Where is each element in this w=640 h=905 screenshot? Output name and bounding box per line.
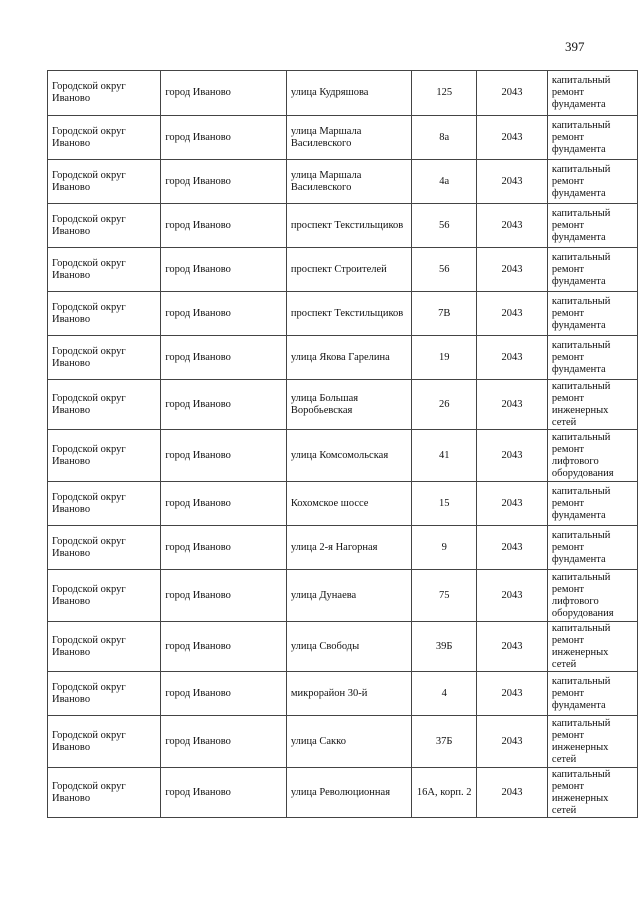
settlement-cell: город Иваново bbox=[161, 768, 286, 818]
municipality-cell: Городской округ Иваново bbox=[48, 768, 161, 818]
settlement-cell: город Иваново bbox=[161, 716, 286, 768]
settlement-cell: город Иваново bbox=[161, 570, 286, 622]
municipality-cell: Городской округ Иваново bbox=[48, 430, 161, 482]
street-cell: улица 2-я Нагорная bbox=[286, 526, 411, 570]
year-cell: 2043 bbox=[477, 160, 548, 204]
year-cell: 2043 bbox=[477, 336, 548, 380]
settlement-cell: город Иваново bbox=[161, 430, 286, 482]
settlement-cell: город Иваново bbox=[161, 248, 286, 292]
house-number-cell: 4а bbox=[412, 160, 477, 204]
settlement-cell: город Иваново bbox=[161, 116, 286, 160]
table-row bbox=[48, 71, 638, 116]
table-row bbox=[48, 430, 638, 482]
table-row bbox=[48, 292, 638, 336]
work-type-cell: капитальный ремонт фундамента bbox=[547, 292, 637, 336]
table-row bbox=[48, 248, 638, 292]
table-row bbox=[48, 768, 638, 818]
municipality-cell: Городской округ Иваново bbox=[48, 716, 161, 768]
house-number-cell: 75 bbox=[412, 570, 477, 622]
table-row bbox=[48, 526, 638, 570]
settlement-cell: город Иваново bbox=[161, 160, 286, 204]
settlement-cell: город Иваново bbox=[161, 336, 286, 380]
settlement-cell: город Иваново bbox=[161, 380, 286, 430]
street-cell: Кохомское шоссе bbox=[286, 482, 411, 526]
street-cell: улица Сакко bbox=[286, 716, 411, 768]
year-cell: 2043 bbox=[477, 380, 548, 430]
house-number-cell: 9 bbox=[412, 526, 477, 570]
work-type-cell: капитальный ремонт инженерных сетей bbox=[547, 768, 637, 818]
settlement-cell: город Иваново bbox=[161, 292, 286, 336]
municipality-cell: Городской округ Иваново bbox=[48, 570, 161, 622]
year-cell: 2043 bbox=[477, 204, 548, 248]
table-row bbox=[48, 716, 638, 768]
work-type-cell: капитальный ремонт фундамента bbox=[547, 204, 637, 248]
settlement-cell: город Иваново bbox=[161, 71, 286, 116]
work-type-cell: капитальный ремонт инженерных сетей bbox=[547, 380, 637, 430]
table-row bbox=[48, 204, 638, 248]
street-cell: улица Маршала Василевского bbox=[286, 160, 411, 204]
table-row bbox=[48, 380, 638, 430]
year-cell: 2043 bbox=[477, 248, 548, 292]
house-number-cell: 41 bbox=[412, 430, 477, 482]
house-number-cell: 16А, корп. 2 bbox=[412, 768, 477, 818]
table-row bbox=[48, 116, 638, 160]
municipality-cell: Городской округ Иваново bbox=[48, 160, 161, 204]
municipality-cell: Городской округ Иваново bbox=[48, 526, 161, 570]
year-cell: 2043 bbox=[477, 672, 548, 716]
house-number-cell: 125 bbox=[412, 71, 477, 116]
street-cell: улица Дунаева bbox=[286, 570, 411, 622]
year-cell: 2043 bbox=[477, 482, 548, 526]
repair-schedule-table bbox=[47, 70, 638, 818]
house-number-cell: 4 bbox=[412, 672, 477, 716]
house-number-cell: 39Б bbox=[412, 622, 477, 672]
municipality-cell: Городской округ Иваново bbox=[48, 380, 161, 430]
table-row bbox=[48, 570, 638, 622]
work-type-cell: капитальный ремонт инженерных сетей bbox=[547, 622, 637, 672]
year-cell: 2043 bbox=[477, 292, 548, 336]
municipality-cell: Городской округ Иваново bbox=[48, 71, 161, 116]
municipality-cell: Городской округ Иваново bbox=[48, 672, 161, 716]
work-type-cell: капитальный ремонт лифтового оборудования bbox=[547, 570, 637, 622]
street-cell: улица Кудряшова bbox=[286, 71, 411, 116]
year-cell: 2043 bbox=[477, 526, 548, 570]
table-body bbox=[48, 71, 638, 818]
work-type-cell: капитальный ремонт лифтового оборудования bbox=[547, 430, 637, 482]
work-type-cell: капитальный ремонт фундамента bbox=[547, 116, 637, 160]
settlement-cell: город Иваново bbox=[161, 204, 286, 248]
municipality-cell: Городской округ Иваново bbox=[48, 482, 161, 526]
house-number-cell: 56 bbox=[412, 204, 477, 248]
year-cell: 2043 bbox=[477, 716, 548, 768]
work-type-cell: капитальный ремонт фундамента bbox=[547, 482, 637, 526]
work-type-cell: капитальный ремонт фундамента bbox=[547, 672, 637, 716]
house-number-cell: 19 bbox=[412, 336, 477, 380]
municipality-cell: Городской округ Иваново bbox=[48, 116, 161, 160]
year-cell: 2043 bbox=[477, 622, 548, 672]
table-row bbox=[48, 336, 638, 380]
municipality-cell: Городской округ Иваново bbox=[48, 292, 161, 336]
table-row bbox=[48, 622, 638, 672]
municipality-cell: Городской округ Иваново bbox=[48, 248, 161, 292]
year-cell: 2043 bbox=[477, 570, 548, 622]
street-cell: улица Свободы bbox=[286, 622, 411, 672]
street-cell: улица Маршала Василевского bbox=[286, 116, 411, 160]
house-number-cell: 15 bbox=[412, 482, 477, 526]
street-cell: проспект Текстильщиков bbox=[286, 204, 411, 248]
street-cell: улица Большая Воробьевская bbox=[286, 380, 411, 430]
house-number-cell: 7В bbox=[412, 292, 477, 336]
work-type-cell: капитальный ремонт фундамента bbox=[547, 336, 637, 380]
work-type-cell: капитальный ремонт фундамента bbox=[547, 71, 637, 116]
settlement-cell: город Иваново bbox=[161, 622, 286, 672]
street-cell: улица Комсомольская bbox=[286, 430, 411, 482]
street-cell: улица Революционная bbox=[286, 768, 411, 818]
municipality-cell: Городской округ Иваново bbox=[48, 204, 161, 248]
house-number-cell: 37Б bbox=[412, 716, 477, 768]
work-type-cell: капитальный ремонт фундамента bbox=[547, 526, 637, 570]
page-number: 397 bbox=[565, 39, 585, 54]
table-row bbox=[48, 672, 638, 716]
house-number-cell: 56 bbox=[412, 248, 477, 292]
year-cell: 2043 bbox=[477, 768, 548, 818]
municipality-cell: Городской округ Иваново bbox=[48, 622, 161, 672]
house-number-cell: 26 bbox=[412, 380, 477, 430]
settlement-cell: город Иваново bbox=[161, 526, 286, 570]
work-type-cell: капитальный ремонт фундамента bbox=[547, 160, 637, 204]
house-number-cell: 8а bbox=[412, 116, 477, 160]
settlement-cell: город Иваново bbox=[161, 482, 286, 526]
year-cell: 2043 bbox=[477, 116, 548, 160]
street-cell: проспект Строителей bbox=[286, 248, 411, 292]
street-cell: проспект Текстильщиков bbox=[286, 292, 411, 336]
year-cell: 2043 bbox=[477, 71, 548, 116]
street-cell: микрорайон 30-й bbox=[286, 672, 411, 716]
year-cell: 2043 bbox=[477, 430, 548, 482]
table-row bbox=[48, 482, 638, 526]
work-type-cell: капитальный ремонт фундамента bbox=[547, 248, 637, 292]
municipality-cell: Городской округ Иваново bbox=[48, 336, 161, 380]
street-cell: улица Якова Гарелина bbox=[286, 336, 411, 380]
work-type-cell: капитальный ремонт инженерных сетей bbox=[547, 716, 637, 768]
settlement-cell: город Иваново bbox=[161, 672, 286, 716]
table-row bbox=[48, 160, 638, 204]
